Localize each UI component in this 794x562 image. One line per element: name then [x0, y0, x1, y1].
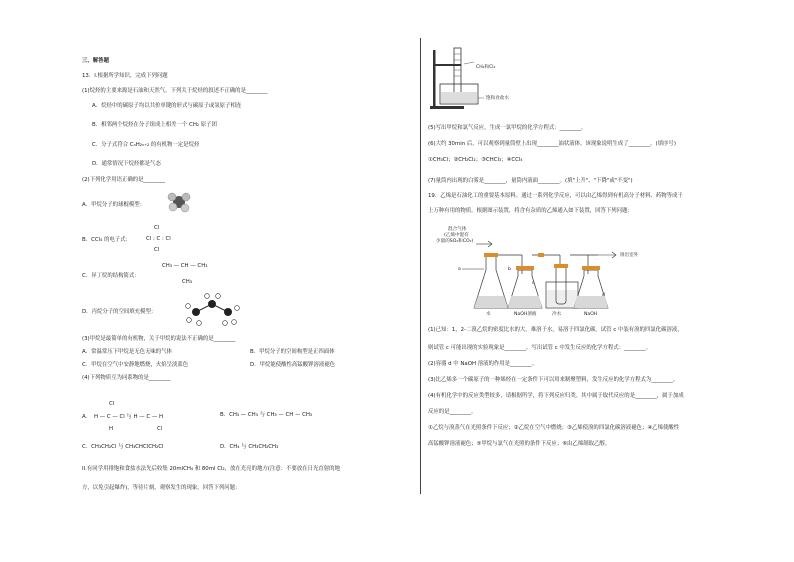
- q19-stem-line1: 19．乙烯是石油化工的重要基本原料。通过一系列化学反应，可以由乙烯得到有机高分子材料、药物等成千: [428, 193, 683, 199]
- q13-part4: (4)下列物质互为同系物的是________: [82, 375, 171, 381]
- q13-part7: (7)量筒内出现的白雾是________，量筒内液面________。(填"上升"、"下降"或"不变"): [428, 178, 633, 184]
- q13-intro: 13．I.根据所学知识，完成下列问题: [82, 73, 168, 79]
- q13-part3-option-d: D．甲烷能使酸性高锰酸钾溶液褪色: [250, 362, 336, 368]
- isobutane-formula-branch: CH₃: [182, 279, 192, 285]
- propane-space-filling-model-image: [184, 292, 244, 328]
- fig-label-naoh: NaOH: [584, 312, 598, 317]
- fig-label-naoh-solution: NaOH溶液: [514, 312, 537, 317]
- fig-gas-label-2: (乙烯中混有: [444, 233, 469, 238]
- fig-label-water: 水: [486, 312, 491, 317]
- q13-part5: (5)写出甲烷和氯气反应，生成一氯甲烷的化学方程式：________。: [428, 125, 587, 131]
- q13-part4-a-formula-h: H: [109, 426, 114, 432]
- fig-label-exhaust: 排出室外: [620, 253, 639, 258]
- fig-gas-label-3: 少量的SO₂和CO₂): [436, 239, 474, 244]
- q13-part4-a-formula-cl: Cl: [157, 426, 163, 432]
- q13-part4-option-a-label: A．: [82, 414, 92, 420]
- section-title: 三、解答题: [82, 58, 109, 64]
- q19-part4-line1: (4)有机化学中的反应类型较多，请根据所学，将下列反应归类。其中属于取代反应的是________，属于加成: [428, 393, 684, 399]
- q13-part6: (6)大约 30min 后，可以观察到量筒壁上出现________油状液体，该现象说明生成了________。(填序号): [428, 141, 676, 147]
- q13-part2-option-b: B．CCl₄ 的电子式：: [82, 237, 131, 243]
- q13-part-ii-line1: II.有同学用排饱和食盐水法先后收集 20mlCH₄ 和 80ml Cl₂，放在光亮的地方(注意：不要放在日光直射的地: [82, 466, 340, 472]
- q13-part1: (1)烷烃的主要来源是石油和天然气。下列关于烷烃的叙述不正确的是________: [82, 88, 268, 94]
- q13-part4-option-d: D．CH₄ 与 CH₃CH₂CH₃: [220, 444, 279, 450]
- q13-part1-option-b: B．相邻两个烷烃在分子组成上相差一个 CH₂ 原子团: [92, 122, 217, 128]
- methane-ball-stick-model-image: [166, 190, 192, 214]
- ccl4-formula-bottom: Cl: [154, 247, 160, 253]
- fig-label-b: b: [508, 267, 511, 272]
- q19-stem-line2: 上万种有用的物质。根据图示装置，将含有杂质的乙烯通入如下装置，回答下列问题：: [428, 208, 633, 214]
- q19-part2: (2)容器 d 中 NaOH 溶液的作用是________。: [428, 361, 538, 367]
- q19-part4-options-line2: 高锰酸钾溶液褪色；⑤甲烷与氯气在光照的条件下反应；⑥由乙烯制取乙醇。: [428, 441, 611, 447]
- fig-label-cold-water: 冷水: [552, 312, 562, 317]
- q19-part3: (3)比乙烯多一个碳原子的一种烯烃在一定条件下可以用来制聚塑料，发生反应的化学方程式为________。: [428, 377, 679, 383]
- apparatus-gas-label: CH₄和Cl₂: [476, 65, 496, 70]
- q13-part6-options: ①CH₃Cl；②CH₂Cl₂；③CHCl₃；④CCl₄: [428, 157, 523, 163]
- ccl4-formula-middle: Cl : C : Cl: [146, 236, 171, 242]
- q13-part4-option-c: C．CH₃CH₂Cl 与 CH₃CHClCH₂Cl: [82, 444, 164, 450]
- q13-part2-option-a: A．甲烷分子的球棍模型：: [82, 202, 145, 208]
- q19-part1-line2: 则试管 c 可能出现的实验现象是________，写出试管 c 中发生反应的化学方程式：________。: [428, 345, 652, 351]
- q13-part2: (2)下列化学用语正确的是________: [82, 177, 166, 183]
- column-divider: [420, 38, 421, 494]
- fig-gas-label-1: 混合气体: [448, 227, 467, 232]
- q13-part1-option-d: D．通常情况下烷烃都是气态: [92, 161, 161, 167]
- apparatus-solution-label: 饱和食盐水: [486, 96, 509, 101]
- q13-part3-option-b: B．甲烷分子的空间构型是正四面体: [250, 349, 335, 355]
- isobutane-formula-main: CH₃ — CH — CH₃: [162, 263, 208, 269]
- q13-part4-a-formula-top: Cl: [109, 401, 115, 407]
- q13-part2-option-d: D．丙烷分子的空间填充模型：: [82, 309, 157, 315]
- q13-part2-option-c: C．异丁烷的结构简式：: [82, 273, 140, 279]
- q13-part3-option-c: C．甲烷在空气中安静地燃烧，火焰呈淡蓝色: [82, 362, 189, 368]
- q13-part4-a-formula-middle: H — C — Cl 与 H — C — H: [94, 414, 164, 420]
- q19-part1-line1: (1)已知：1，2-二溴乙烷的密度比水的大，难溶于水，易溶于四氯化碳。试管 c 中装有溴的四氯化碳溶液，: [428, 327, 683, 333]
- q13-part3-option-a: A．常温常压下甲烷是无色无味的气体: [82, 349, 172, 355]
- q13-part1-option-c: C．分子式符合 CₙH₂ₙ₊₂ 的有机物一定是烷烃: [92, 142, 200, 148]
- q19-part4-line2: 反应的是________。: [428, 409, 477, 415]
- ccl4-formula-top: Cl: [154, 225, 160, 231]
- fig-label-d: d: [602, 293, 605, 298]
- q13-part1-option-a: A．烷烃中的碳原子均以共价单键的形式与碳原子或氢原子相连: [92, 103, 242, 109]
- q13-part-ii-line2: 方，以免引起爆炸)，等待片刻，观察发生的现象。回答下列问题：: [82, 485, 241, 491]
- fig-label-a: a: [458, 267, 461, 272]
- q13-part4-option-b: B．CH₃ — CH₃ 与 CH₃ — CH — CH₃: [220, 412, 313, 418]
- q13-part3: (3)甲烷是最简单的有机物，关于甲烷的说法不正确的是________: [82, 336, 236, 342]
- q19-part4-options-line1: ①乙烷与溴蒸气在光照条件下反应；②乙烷在空气中燃烧；③乙烯使溴的四氯化碳溶液褪色；④乙烯使酸性: [428, 425, 680, 431]
- fig-label-c: c: [532, 281, 535, 286]
